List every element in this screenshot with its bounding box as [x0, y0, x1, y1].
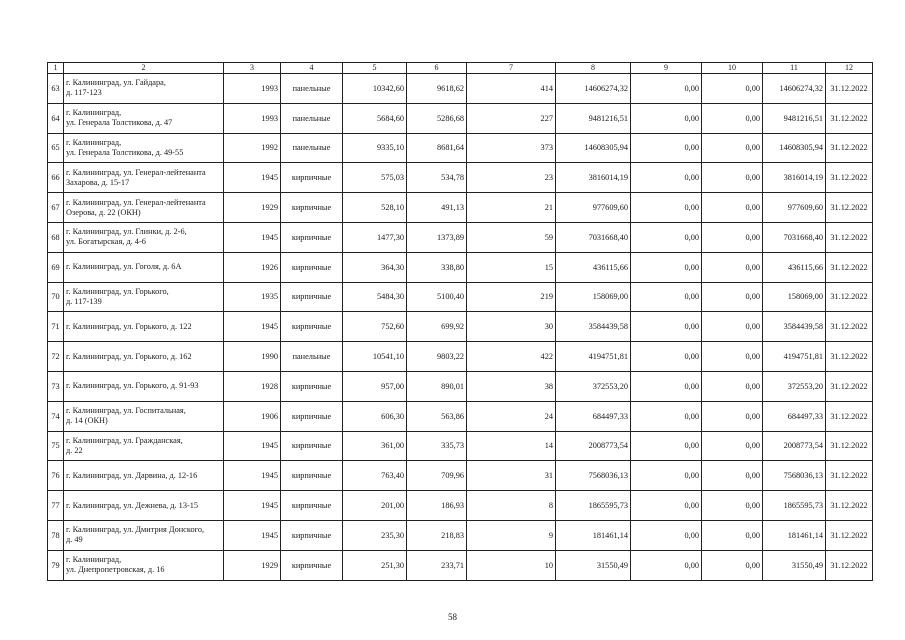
- year-cell: 1945: [224, 461, 281, 491]
- col11-cell: 158069,00: [763, 282, 826, 312]
- residents-cell: 9: [467, 520, 556, 550]
- living-area-cell: 218,83: [407, 520, 467, 550]
- col11-cell: 7568036,13: [763, 461, 826, 491]
- year-cell: 1992: [224, 133, 281, 163]
- year-cell: 1928: [224, 371, 281, 401]
- address-cell: г. Калининград, ул. Генерал-лейтенанта Озерова, д. 22 (ОКН): [64, 193, 224, 223]
- wall-material-cell: кирпичные: [281, 431, 343, 461]
- col10-cell: 0,00: [702, 252, 763, 282]
- date-cell: 31.12.2022: [826, 163, 873, 193]
- col9-cell: 0,00: [631, 431, 702, 461]
- table-body: [48, 74, 873, 581]
- row-number: 78: [48, 520, 64, 550]
- table-row: [48, 282, 873, 312]
- living-area-cell: 338,80: [407, 252, 467, 282]
- residents-cell: 414: [467, 74, 556, 104]
- cost-cell: 14608305,94: [556, 133, 631, 163]
- cost-cell: 977609,60: [556, 193, 631, 223]
- header-row: [48, 63, 873, 74]
- year-cell: 1990: [224, 342, 281, 372]
- col11-cell: 14608305,94: [763, 133, 826, 163]
- row-number: 64: [48, 103, 64, 133]
- table-row: [48, 550, 873, 580]
- col10-cell: 0,00: [702, 193, 763, 223]
- residents-cell: 422: [467, 342, 556, 372]
- address-cell: г. Калининград, ул. Гражданская, д. 22: [64, 431, 224, 461]
- total-area-cell: 606,30: [343, 401, 407, 431]
- col9-cell: 0,00: [631, 163, 702, 193]
- col10-cell: 0,00: [702, 550, 763, 580]
- living-area-cell: 1373,89: [407, 222, 467, 252]
- col10-cell: 0,00: [702, 491, 763, 521]
- date-cell: 31.12.2022: [826, 193, 873, 223]
- year-cell: 1945: [224, 312, 281, 342]
- cost-cell: 3584439,58: [556, 312, 631, 342]
- date-cell: 31.12.2022: [826, 74, 873, 104]
- col10-cell: 0,00: [702, 342, 763, 372]
- col10-cell: 0,00: [702, 371, 763, 401]
- col11-cell: 436115,66: [763, 252, 826, 282]
- col10-cell: 0,00: [702, 103, 763, 133]
- address-cell: г. Калининград, ул. Дежнева, д. 13-15: [64, 491, 224, 521]
- wall-material-cell: кирпичные: [281, 491, 343, 521]
- row-number: 63: [48, 74, 64, 104]
- year-cell: 1929: [224, 193, 281, 223]
- column-header: 7: [467, 63, 556, 74]
- cost-cell: 181461,14: [556, 520, 631, 550]
- total-area-cell: 957,00: [343, 371, 407, 401]
- col9-cell: 0,00: [631, 550, 702, 580]
- column-header: 10: [702, 63, 763, 74]
- row-number: 65: [48, 133, 64, 163]
- address-cell: г. Калининград, ул. Гоголя, д. 6А: [64, 252, 224, 282]
- cost-cell: 372553,20: [556, 371, 631, 401]
- col9-cell: 0,00: [631, 342, 702, 372]
- year-cell: 1945: [224, 491, 281, 521]
- col10-cell: 0,00: [702, 222, 763, 252]
- address-cell: г. Калининград, ул. Генерал-лейтенанта Захарова, д. 15-17: [64, 163, 224, 193]
- date-cell: 31.12.2022: [826, 282, 873, 312]
- column-header: 2: [64, 63, 224, 74]
- col9-cell: 0,00: [631, 222, 702, 252]
- col9-cell: 0,00: [631, 252, 702, 282]
- total-area-cell: 528,10: [343, 193, 407, 223]
- wall-material-cell: кирпичные: [281, 461, 343, 491]
- col11-cell: 977609,60: [763, 193, 826, 223]
- row-number: 70: [48, 282, 64, 312]
- total-area-cell: 9335,10: [343, 133, 407, 163]
- living-area-cell: 5100,40: [407, 282, 467, 312]
- living-area-cell: 563,86: [407, 401, 467, 431]
- row-number: 71: [48, 312, 64, 342]
- total-area-cell: 575,03: [343, 163, 407, 193]
- table-row: [48, 431, 873, 461]
- col9-cell: 0,00: [631, 282, 702, 312]
- residents-cell: 21: [467, 193, 556, 223]
- col11-cell: 372553,20: [763, 371, 826, 401]
- col9-cell: 0,00: [631, 312, 702, 342]
- year-cell: 1935: [224, 282, 281, 312]
- date-cell: 31.12.2022: [826, 550, 873, 580]
- year-cell: 1929: [224, 550, 281, 580]
- col11-cell: 7031668,40: [763, 222, 826, 252]
- cost-cell: 3816014,19: [556, 163, 631, 193]
- total-area-cell: 201,00: [343, 491, 407, 521]
- date-cell: 31.12.2022: [826, 401, 873, 431]
- residents-cell: 15: [467, 252, 556, 282]
- address-cell: г. Калининград, ул. Горького, д. 122: [64, 312, 224, 342]
- address-cell: г. Калининград, ул. Дарвина, д. 12-16: [64, 461, 224, 491]
- table-row: [48, 461, 873, 491]
- col9-cell: 0,00: [631, 461, 702, 491]
- date-cell: 31.12.2022: [826, 371, 873, 401]
- residents-cell: 38: [467, 371, 556, 401]
- total-area-cell: 235,30: [343, 520, 407, 550]
- wall-material-cell: панельные: [281, 342, 343, 372]
- register-table: [47, 62, 873, 581]
- col11-cell: 31550,49: [763, 550, 826, 580]
- total-area-cell: 1477,30: [343, 222, 407, 252]
- table-row: [48, 74, 873, 104]
- total-area-cell: 361,00: [343, 431, 407, 461]
- date-cell: 31.12.2022: [826, 431, 873, 461]
- year-cell: 1993: [224, 103, 281, 133]
- wall-material-cell: кирпичные: [281, 312, 343, 342]
- living-area-cell: 8681,64: [407, 133, 467, 163]
- column-header: 11: [763, 63, 826, 74]
- address-cell: г. Калининград, ул. Гайдара, д. 117-123: [64, 74, 224, 104]
- wall-material-cell: панельные: [281, 74, 343, 104]
- col11-cell: 4194751,81: [763, 342, 826, 372]
- date-cell: 31.12.2022: [826, 222, 873, 252]
- col9-cell: 0,00: [631, 103, 702, 133]
- col11-cell: 3584439,58: [763, 312, 826, 342]
- table-row: [48, 252, 873, 282]
- table-row: [48, 193, 873, 223]
- residents-cell: 24: [467, 401, 556, 431]
- wall-material-cell: кирпичные: [281, 520, 343, 550]
- page-number: 58: [448, 612, 457, 622]
- address-cell: г. Калининград, ул. Госпитальная, д. 14 (ОКН): [64, 401, 224, 431]
- col11-cell: 1865595,73: [763, 491, 826, 521]
- residents-cell: 31: [467, 461, 556, 491]
- cost-cell: 684497,33: [556, 401, 631, 431]
- cost-cell: 158069,00: [556, 282, 631, 312]
- wall-material-cell: панельные: [281, 103, 343, 133]
- table-row: [48, 401, 873, 431]
- row-number: 76: [48, 461, 64, 491]
- cost-cell: 9481216,51: [556, 103, 631, 133]
- column-header: 9: [631, 63, 702, 74]
- col10-cell: 0,00: [702, 431, 763, 461]
- total-area-cell: 251,30: [343, 550, 407, 580]
- row-number: 77: [48, 491, 64, 521]
- row-number: 68: [48, 222, 64, 252]
- wall-material-cell: кирпичные: [281, 222, 343, 252]
- residents-cell: 59: [467, 222, 556, 252]
- cost-cell: 14606274,32: [556, 74, 631, 104]
- row-number: 72: [48, 342, 64, 372]
- date-cell: 31.12.2022: [826, 133, 873, 163]
- address-cell: г. Калининград, ул. Дмитрия Донского, д. 49: [64, 520, 224, 550]
- column-header: 4: [281, 63, 343, 74]
- total-area-cell: 763,40: [343, 461, 407, 491]
- year-cell: 1993: [224, 74, 281, 104]
- residents-cell: 8: [467, 491, 556, 521]
- wall-material-cell: панельные: [281, 133, 343, 163]
- date-cell: 31.12.2022: [826, 103, 873, 133]
- year-cell: 1945: [224, 520, 281, 550]
- table-row: [48, 103, 873, 133]
- col11-cell: 2008773,54: [763, 431, 826, 461]
- living-area-cell: 335,73: [407, 431, 467, 461]
- col10-cell: 0,00: [702, 74, 763, 104]
- total-area-cell: 5684,60: [343, 103, 407, 133]
- col10-cell: 0,00: [702, 461, 763, 491]
- living-area-cell: 5286,68: [407, 103, 467, 133]
- living-area-cell: 233,71: [407, 550, 467, 580]
- cost-cell: 4194751,81: [556, 342, 631, 372]
- table-row: [48, 371, 873, 401]
- living-area-cell: 491,13: [407, 193, 467, 223]
- address-cell: г. Калининград, ул. Днепропетровская, д. 16: [64, 550, 224, 580]
- row-number: 74: [48, 401, 64, 431]
- date-cell: 31.12.2022: [826, 520, 873, 550]
- total-area-cell: 364,30: [343, 252, 407, 282]
- wall-material-cell: кирпичные: [281, 163, 343, 193]
- residents-cell: 30: [467, 312, 556, 342]
- col9-cell: 0,00: [631, 133, 702, 163]
- year-cell: 1945: [224, 163, 281, 193]
- table-row: [48, 342, 873, 372]
- table-row: [48, 491, 873, 521]
- column-header: 6: [407, 63, 467, 74]
- year-cell: 1926: [224, 252, 281, 282]
- living-area-cell: 9803,22: [407, 342, 467, 372]
- col9-cell: 0,00: [631, 74, 702, 104]
- date-cell: 31.12.2022: [826, 491, 873, 521]
- date-cell: 31.12.2022: [826, 342, 873, 372]
- living-area-cell: 699,92: [407, 312, 467, 342]
- column-header: 1: [48, 63, 64, 74]
- residents-cell: 10: [467, 550, 556, 580]
- date-cell: 31.12.2022: [826, 461, 873, 491]
- row-number: 79: [48, 550, 64, 580]
- column-header: 12: [826, 63, 873, 74]
- cost-cell: 31550,49: [556, 550, 631, 580]
- table-row: [48, 133, 873, 163]
- wall-material-cell: кирпичные: [281, 371, 343, 401]
- address-cell: г. Калининград, ул. Глинки, д. 2-6, ул. Богатырская, д. 4-6: [64, 222, 224, 252]
- residents-cell: 14: [467, 431, 556, 461]
- living-area-cell: 9618,62: [407, 74, 467, 104]
- col9-cell: 0,00: [631, 401, 702, 431]
- living-area-cell: 709,96: [407, 461, 467, 491]
- year-cell: 1945: [224, 431, 281, 461]
- col11-cell: 3816014,19: [763, 163, 826, 193]
- address-cell: г. Калининград, ул. Горького, д. 117-139: [64, 282, 224, 312]
- col9-cell: 0,00: [631, 371, 702, 401]
- col10-cell: 0,00: [702, 133, 763, 163]
- table-row: [48, 312, 873, 342]
- address-cell: г. Калининград, ул. Генерала Толстикова, д. 49-55: [64, 133, 224, 163]
- year-cell: 1906: [224, 401, 281, 431]
- wall-material-cell: кирпичные: [281, 401, 343, 431]
- col9-cell: 0,00: [631, 491, 702, 521]
- row-number: 66: [48, 163, 64, 193]
- residents-cell: 373: [467, 133, 556, 163]
- cost-cell: 7568036,13: [556, 461, 631, 491]
- date-cell: 31.12.2022: [826, 252, 873, 282]
- total-area-cell: 5484,30: [343, 282, 407, 312]
- wall-material-cell: кирпичные: [281, 550, 343, 580]
- residents-cell: 227: [467, 103, 556, 133]
- col9-cell: 0,00: [631, 520, 702, 550]
- cost-cell: 1865595,73: [556, 491, 631, 521]
- row-number: 75: [48, 431, 64, 461]
- address-cell: г. Калининград, ул. Горького, д. 91-93: [64, 371, 224, 401]
- col9-cell: 0,00: [631, 193, 702, 223]
- year-cell: 1945: [224, 222, 281, 252]
- total-area-cell: 10541,10: [343, 342, 407, 372]
- col11-cell: 684497,33: [763, 401, 826, 431]
- cost-cell: 2008773,54: [556, 431, 631, 461]
- table-row: [48, 163, 873, 193]
- row-number: 73: [48, 371, 64, 401]
- total-area-cell: 10342,60: [343, 74, 407, 104]
- address-cell: г. Калининград, ул. Горького, д. 162: [64, 342, 224, 372]
- cost-cell: 7031668,40: [556, 222, 631, 252]
- col10-cell: 0,00: [702, 520, 763, 550]
- col11-cell: 181461,14: [763, 520, 826, 550]
- col10-cell: 0,00: [702, 163, 763, 193]
- cost-cell: 436115,66: [556, 252, 631, 282]
- row-number: 69: [48, 252, 64, 282]
- col11-cell: 14606274,32: [763, 74, 826, 104]
- wall-material-cell: кирпичные: [281, 252, 343, 282]
- residents-cell: 219: [467, 282, 556, 312]
- table-row: [48, 520, 873, 550]
- col11-cell: 9481216,51: [763, 103, 826, 133]
- living-area-cell: 890,01: [407, 371, 467, 401]
- total-area-cell: 752,60: [343, 312, 407, 342]
- residents-cell: 23: [467, 163, 556, 193]
- col10-cell: 0,00: [702, 312, 763, 342]
- living-area-cell: 186,93: [407, 491, 467, 521]
- date-cell: 31.12.2022: [826, 312, 873, 342]
- wall-material-cell: кирпичные: [281, 193, 343, 223]
- col10-cell: 0,00: [702, 401, 763, 431]
- living-area-cell: 534,78: [407, 163, 467, 193]
- col10-cell: 0,00: [702, 282, 763, 312]
- column-header: 8: [556, 63, 631, 74]
- table-row: [48, 222, 873, 252]
- address-cell: г. Калининград, ул. Генерала Толстикова, д. 47: [64, 103, 224, 133]
- column-header: 5: [343, 63, 407, 74]
- column-header: 3: [224, 63, 281, 74]
- row-number: 67: [48, 193, 64, 223]
- wall-material-cell: кирпичные: [281, 282, 343, 312]
